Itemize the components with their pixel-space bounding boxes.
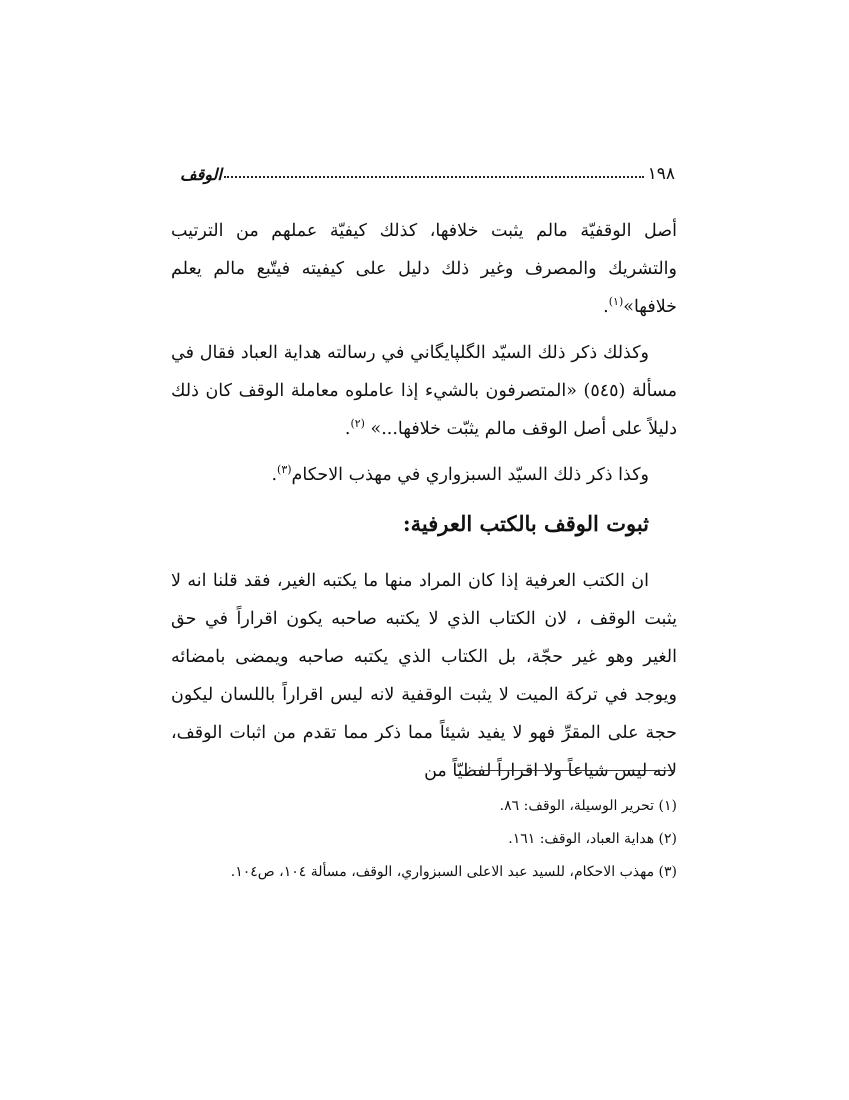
page-number: ١٩٨ xyxy=(647,164,675,184)
footnote-ref-3: (٣) xyxy=(277,463,292,477)
running-header xyxy=(180,154,675,184)
paragraph-2-text: وكذلك ذكر ذلك السيّد الگلپايگاني في رسالته هداية العباد فقال في مسألة (٥٤٥) «المتصرفون بالشيء إذا عاملوه معاملة الوقف كان ذلك دليلاً على أصل الوقف مالم يثبّت خلافها...» xyxy=(171,343,677,439)
footnote-ref-1: (١) xyxy=(608,295,624,309)
footnote-3: (٣) مهذب الاحكام، للسيد عبد الاعلى السبزواري، الوقف، مسألة ١٠٤، ص١٠٤. xyxy=(230,864,677,880)
paragraph-1: أصل الوقفيّة مالم يثبت خلافها، كذلك كيفيّة عملهم من الترتيب والتشريك والمصرف وغير ذلك دليل على كيفيته فيتّبع مالم يعلم خلافها»$^{(١)}$. xyxy=(171,221,677,317)
paragraph-4 xyxy=(171,562,677,790)
paragraph-3: وكذا ذكر ذلك السيّد السبزواري في مهذب الاحكام$^{(٣)}$. xyxy=(271,463,649,485)
paragraph-4-text: ان الكتب العرفية إذا كان المراد منها ما يكتبه الغير، فقد قلنا انه لا يثبت الوقف ، لان الكتاب الذي لا يكتبه صاحبه يكون اقراراً في حق الغير وهو غير حجّة، بل الكتاب الذي يكتبه صاحبه ويمضى بامضائه ويوجد في تركة الميت لا يثبت الوقفية لانه ليس اقراراً باللسان ليكون حجة على المقرِّ فهو لا يفيد شيئاً مما ذكر مما تقدم من اثبات الوقف، لانه ليس شياعاً ولا اقراراً لفظيّاً من xyxy=(171,571,677,781)
running-title: الوقف xyxy=(180,165,222,184)
paragraph-3-text: وكذا ذكر ذلك السيّد السبزواري في مهذب الاحكام xyxy=(291,465,649,485)
dotted-leader xyxy=(224,175,644,178)
footnote-ref-2: (٢) xyxy=(350,417,365,431)
paragraph-1-text: أصل الوقفيّة مالم يثبت خلافها، كذلك كيفيّة عملهم من الترتيب والتشريك والمصرف وغير ذلك دليل على كيفيته فيتّبع مالم يعلم خلافها» xyxy=(171,221,677,317)
main-text xyxy=(171,212,677,790)
paragraph-2: وكذلك ذكر ذلك السيّد الگلپايگاني في رسالته هداية العباد فقال في مسألة (٥٤٥) «المتصرفون بالشيء إذا عاملوه معاملة الوقف كان ذلك دليلاً على أصل الوقف مالم يثبّت خلافها...» $^{(٢)}$. xyxy=(171,343,677,439)
footnote-1: (١) تحرير الوسيلة، الوقف: ٨٦. xyxy=(499,798,677,814)
footnote-2: (٢) هداية العباد، الوقف: ١٦١. xyxy=(508,831,677,847)
footnote-divider xyxy=(470,770,675,771)
section-heading: ثبوت الوقف بالكتب العرفية: xyxy=(402,511,649,536)
footnotes xyxy=(171,790,677,889)
